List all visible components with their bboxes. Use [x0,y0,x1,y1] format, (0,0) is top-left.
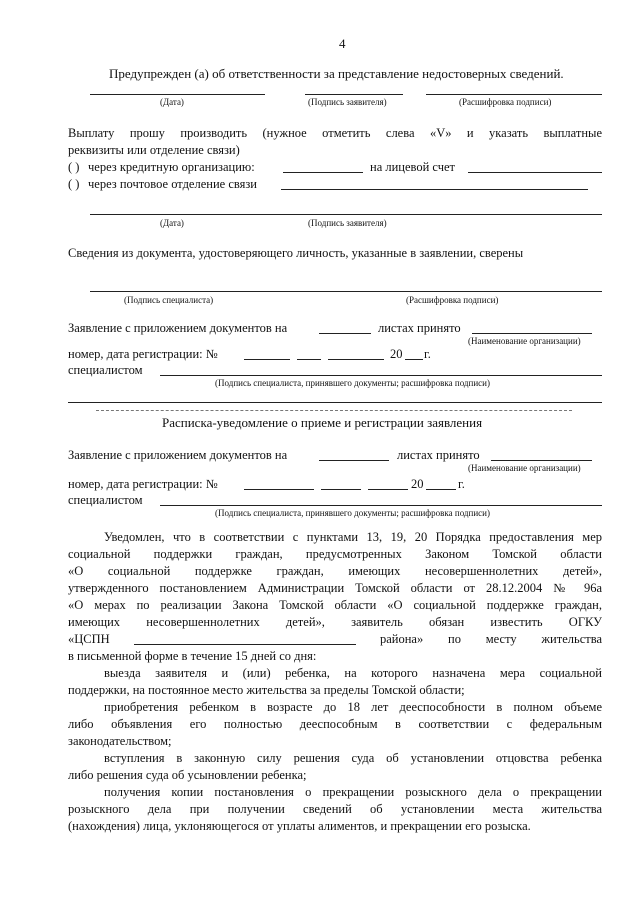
registration-month-field[interactable] [328,359,384,360]
item-1-line-2: поддержки, на постоянное место жительства за пределы Томской области; [68,683,465,697]
item-3-line-1: вступления в законную силу решения суда об установлении отцовства ребенка [104,751,602,765]
receipt-specialist-field[interactable] [160,505,602,506]
receipt-registration-month-field[interactable] [368,489,408,490]
item-2-line-1: приобретения ребенком в возрасте до 18 лет дееспособности в полном объеме [104,700,602,714]
received-text-2: листах принято [378,321,461,335]
cut-line [96,410,572,411]
receipt-sheets-count-field[interactable] [319,460,389,461]
year-prefix: 20 [390,347,403,361]
registration-number-field[interactable] [244,359,290,360]
sheets-count-field[interactable] [319,333,371,334]
cspn-district-field[interactable] [134,644,356,645]
year-suffix: г. [424,347,431,361]
signature-transcript-caption-2: (Расшифровка подписи) [406,295,499,305]
registration-year-field[interactable] [405,359,423,360]
payment-instruction-line1: Выплату прошу производить (нужное отметить слева «V» и указать выплатные [68,126,602,140]
receipt-organization-caption: (Наименование организации) [468,463,581,473]
date-caption-2: (Дата) [160,218,184,228]
registration-label: номер, дата регистрации: № [68,347,218,361]
notice-line-1: Уведомлен, что в соответствии с пунктами 13, 19, 20 Порядка предоставления мер [104,530,602,544]
receipt-received-text-2: листах принято [397,448,480,462]
notice-line-3: «О социальной поддержке граждан, имеющих несовершеннолетних детей», [68,564,602,578]
bank-name-field[interactable] [283,172,363,173]
specialist-signature-caption: (Подпись специалиста) [124,295,214,305]
receipt-received-text: Заявление с приложением документов на [68,448,288,462]
receipt-registration-label: номер, дата регистрации: № [68,477,218,491]
notice-line-4: утвержденного постановлением Администрации Томской области от 28.12.2004 № 96а [68,581,602,595]
receipt-registration-number-field[interactable] [244,489,314,490]
receipt-specialist-label: специалистом [68,493,143,507]
organization-caption: (Наименование организации) [468,336,581,346]
item-2-line-3: законодательством; [68,734,172,748]
receipt-registration-year-field[interactable] [426,489,456,490]
receipt-registration-day-field[interactable] [321,489,361,490]
registration-day-field[interactable] [297,359,321,360]
item-4-line-2: розыскного дела при получении сведений об установлении места жительства [68,802,602,816]
specialist-label: специалистом [68,363,143,377]
notice-cspn-label: «ЦСПН [68,632,110,646]
receipt-year-suffix: г. [458,477,465,491]
signature-row-line[interactable] [90,214,602,215]
applicant-signature-caption-2: (Подпись заявителя) [308,218,387,228]
notice-line-5: «О мерах по реализации Закона Томской области «О социальной поддержке граждан, [68,598,602,612]
item-2-line-2: либо объявления его полностью дееспособным в соответствии с федеральным [68,717,602,731]
receipt-title: Расписка-уведомление о приеме и регистрации заявления [162,415,483,430]
date-caption: (Дата) [160,97,184,107]
applicant-signature-line[interactable] [305,94,403,95]
notice-line-8: в письменной форме в течение 15 дней со дня: [68,649,317,663]
account-number-field[interactable] [468,172,602,173]
option-post-checkbox[interactable]: ( ) [68,177,80,191]
specialist-field[interactable] [160,375,602,376]
notice-line-7-end: района» по месту жительства [380,632,602,646]
signature-transcript-line[interactable] [426,94,602,95]
liability-warning: Предупрежден (а) об ответственности за представление недостоверных сведений. [109,66,564,81]
item-3-line-2: либо решения суда об усыновлении ребенка; [68,768,307,782]
item-4-line-3: (нахождения) лица, уклоняющегося от уплаты алиментов, и прекращении его розыска. [68,819,531,833]
id-verified-statement: Сведения из документа, удостоверяющего личность, указанные в заявлении, сверены [68,246,524,260]
applicant-signature-caption: (Подпись заявителя) [308,97,387,107]
page-number: 4 [339,36,346,51]
option-bank-label: через кредитную организацию: [88,160,255,174]
notice-line-2: социальной поддержки граждан, предусмотренных Законом Томской области [68,547,602,561]
section-divider [68,402,602,403]
specialist-signature-line[interactable] [90,291,602,292]
receipt-year-prefix: 20 [411,477,424,491]
received-text: Заявление с приложением документов на [68,321,288,335]
date-line[interactable] [90,94,265,95]
payment-instruction-line2: реквизиты или отделение связи) [68,143,240,157]
notice-line-6: имеющих несовершеннолетних детей», заявитель обязан известить ОГКУ [68,615,602,629]
specialist-caption: (Подпись специалиста, принявшего документы; расшифровка подписи) [215,378,490,388]
option-bank-checkbox[interactable]: ( ) [68,160,80,174]
organization-field[interactable] [472,333,592,334]
signature-transcript-caption: (Расшифровка подписи) [459,97,552,107]
option-post-label: через почтовое отделение связи [88,177,257,191]
item-4-line-1: получения копии постановления о прекращении розыскного дела о прекращении [104,785,602,799]
post-office-field[interactable] [281,189,588,190]
receipt-specialist-caption: (Подпись специалиста, принявшего документы; расшифровка подписи) [215,508,490,518]
account-label: на лицевой счет [370,160,456,174]
receipt-organization-field[interactable] [491,460,592,461]
item-1-line-1: выезда заявителя и (или) ребенка, на которого назначена мера социальной [104,666,602,680]
